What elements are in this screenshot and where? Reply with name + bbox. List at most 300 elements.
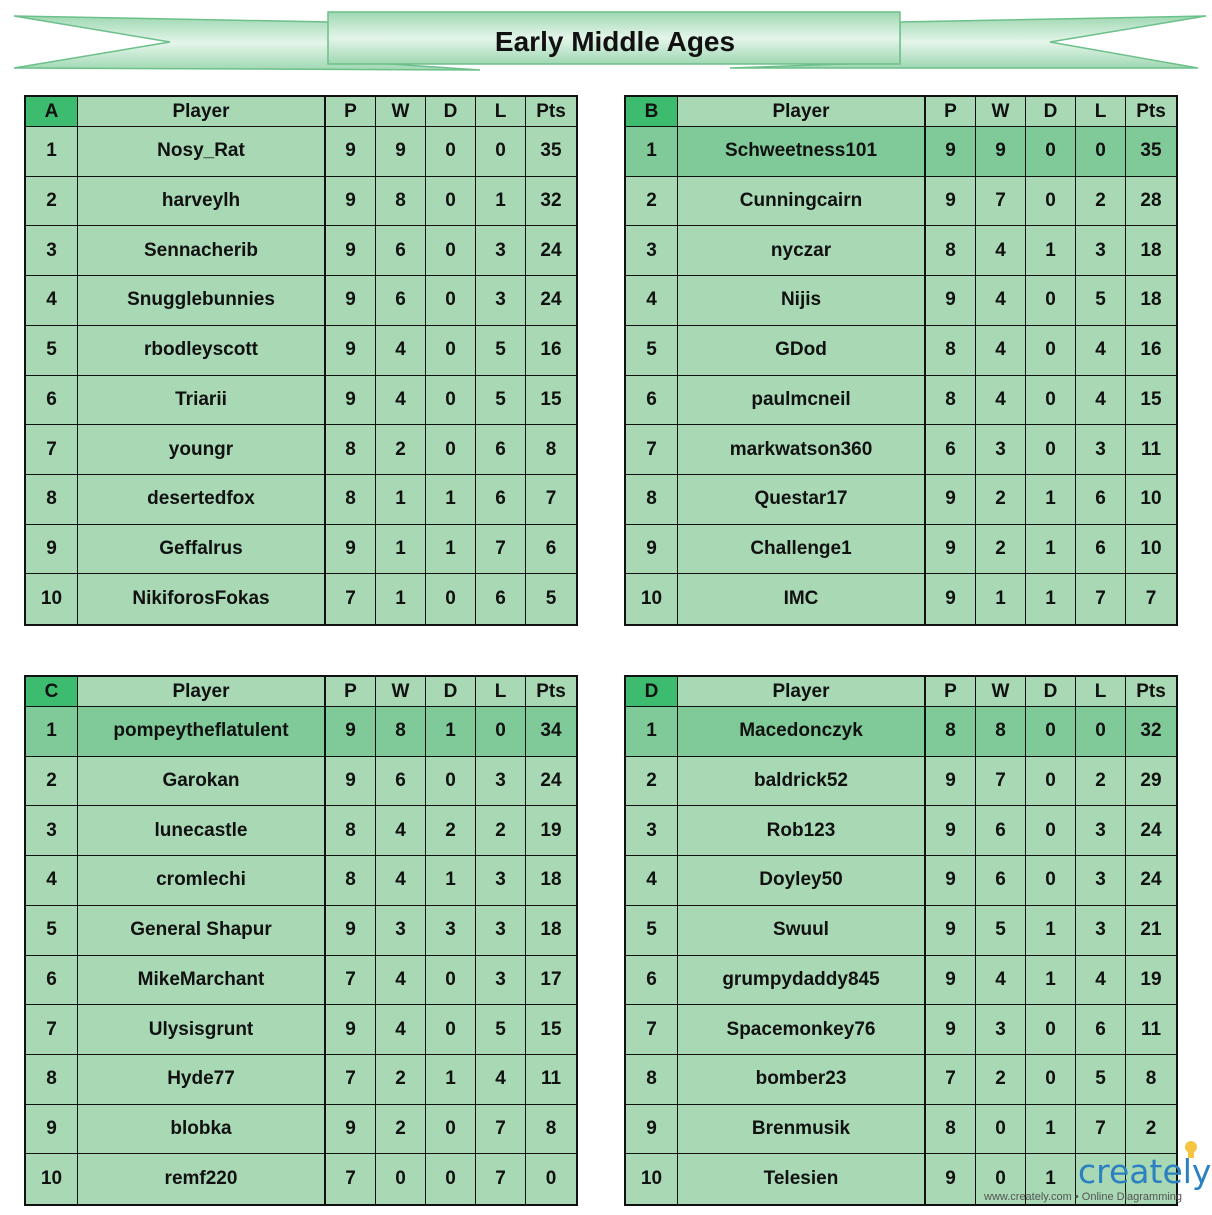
player-name-cell: Spacemonkey76 <box>678 1005 926 1055</box>
stat-pts-cell: 7 <box>1126 574 1176 624</box>
stat-l-cell: 3 <box>476 856 526 906</box>
stat-d-cell: 0 <box>426 226 476 276</box>
stat-l-cell: 3 <box>476 906 526 956</box>
stat-pts-cell: 28 <box>1126 177 1176 227</box>
stat-w-cell: 6 <box>376 276 426 326</box>
player-name-cell: Garokan <box>78 757 326 807</box>
header-player: Player <box>78 97 326 127</box>
stat-p-cell: 9 <box>926 574 976 624</box>
rank-cell: 6 <box>26 376 78 426</box>
player-name-cell: Questar17 <box>678 475 926 525</box>
player-name-cell: baldrick52 <box>678 757 926 807</box>
stat-l-cell: 6 <box>476 574 526 624</box>
stat-d-cell: 2 <box>426 806 476 856</box>
stat-pts-cell: 24 <box>526 226 576 276</box>
stat-w-cell: 4 <box>376 1005 426 1055</box>
stat-p-cell: 8 <box>926 376 976 426</box>
stat-pts-cell: 8 <box>1126 1055 1176 1105</box>
header-l: L <box>476 677 526 707</box>
player-name-cell: Macedonczyk <box>678 707 926 757</box>
rank-cell: 1 <box>26 127 78 177</box>
stat-p-cell: 8 <box>926 707 976 757</box>
stat-pts-cell: 17 <box>526 956 576 1006</box>
stat-p-cell: 8 <box>926 226 976 276</box>
stat-pts-cell: 16 <box>526 326 576 376</box>
stat-p-cell: 9 <box>926 475 976 525</box>
stat-p-cell: 9 <box>926 856 976 906</box>
stat-l-cell: 5 <box>476 376 526 426</box>
stat-d-cell: 1 <box>426 707 476 757</box>
stat-d-cell: 0 <box>426 1005 476 1055</box>
player-name-cell: Ulysisgrunt <box>78 1005 326 1055</box>
stat-d-cell: 0 <box>1026 1055 1076 1105</box>
rank-cell: 6 <box>626 956 678 1006</box>
rank-cell: 10 <box>626 574 678 624</box>
stat-l-cell: 5 <box>1076 1055 1126 1105</box>
header-l: L <box>1076 677 1126 707</box>
stat-w-cell: 4 <box>376 806 426 856</box>
stat-p-cell: 7 <box>326 574 376 624</box>
header-d: D <box>1026 97 1076 127</box>
rank-cell: 1 <box>626 127 678 177</box>
page-title: Early Middle Ages <box>494 26 736 57</box>
stat-p-cell: 9 <box>326 226 376 276</box>
stat-w-cell: 3 <box>976 1005 1026 1055</box>
stat-d-cell: 0 <box>426 956 476 1006</box>
header-pts: Pts <box>526 677 576 707</box>
rank-cell: 5 <box>626 906 678 956</box>
stat-d-cell: 0 <box>1026 1005 1076 1055</box>
stat-d-cell: 0 <box>1026 707 1076 757</box>
stat-l-cell: 5 <box>476 326 526 376</box>
header-w: W <box>376 677 426 707</box>
header-w: W <box>376 97 426 127</box>
stat-d-cell: 0 <box>426 177 476 227</box>
stat-pts-cell: 18 <box>1126 276 1176 326</box>
stat-p-cell: 8 <box>926 1105 976 1155</box>
stat-l-cell: 0 <box>476 707 526 757</box>
stat-d-cell: 1 <box>1026 226 1076 276</box>
rank-cell: 4 <box>26 856 78 906</box>
player-name-cell: Rob123 <box>678 806 926 856</box>
stat-w-cell: 8 <box>376 707 426 757</box>
stat-w-cell: 2 <box>376 1055 426 1105</box>
stat-l-cell: 5 <box>1076 276 1126 326</box>
stat-pts-cell: 32 <box>1126 707 1176 757</box>
stat-p-cell: 9 <box>326 127 376 177</box>
stat-w-cell: 9 <box>376 127 426 177</box>
stat-w-cell: 1 <box>976 574 1026 624</box>
stat-pts-cell: 10 <box>1126 475 1176 525</box>
stat-pts-cell: 29 <box>1126 757 1176 807</box>
stat-d-cell: 0 <box>1026 276 1076 326</box>
stat-d-cell: 1 <box>426 856 476 906</box>
stat-d-cell: 1 <box>1026 475 1076 525</box>
stat-pts-cell: 8 <box>526 1105 576 1155</box>
stat-l-cell: 2 <box>1076 757 1126 807</box>
stat-d-cell: 0 <box>426 425 476 475</box>
rank-cell: 2 <box>626 177 678 227</box>
stat-pts-cell: 10 <box>1126 525 1176 575</box>
stat-p-cell: 9 <box>926 757 976 807</box>
stat-d-cell: 1 <box>426 1055 476 1105</box>
group-table-b <box>624 95 1178 626</box>
rank-cell: 3 <box>26 226 78 276</box>
stat-l-cell: 2 <box>476 806 526 856</box>
stat-w-cell: 2 <box>376 1105 426 1155</box>
stat-l-cell: 2 <box>1076 177 1126 227</box>
player-name-cell: Sennacherib <box>78 226 326 276</box>
stat-l-cell: 3 <box>1076 226 1126 276</box>
stat-w-cell: 7 <box>976 177 1026 227</box>
player-name-cell: Telesien <box>678 1154 926 1204</box>
stat-w-cell: 8 <box>376 177 426 227</box>
player-name-cell: Nosy_Rat <box>78 127 326 177</box>
stat-d-cell: 1 <box>1026 525 1076 575</box>
stat-l-cell: 1 <box>476 177 526 227</box>
stat-p-cell: 9 <box>926 1154 976 1204</box>
rank-cell: 10 <box>26 574 78 624</box>
stat-d-cell: 1 <box>1026 1154 1076 1204</box>
player-name-cell: MikeMarchant <box>78 956 326 1006</box>
player-name-cell: Triarii <box>78 376 326 426</box>
stat-d-cell: 1 <box>1026 574 1076 624</box>
stat-p-cell: 9 <box>326 1105 376 1155</box>
stat-pts-cell: 5 <box>526 574 576 624</box>
stat-p-cell: 9 <box>326 707 376 757</box>
group-label: C <box>26 677 78 707</box>
stat-p-cell: 9 <box>326 376 376 426</box>
stat-w-cell: 8 <box>976 707 1026 757</box>
stat-l-cell: 3 <box>1076 806 1126 856</box>
stat-pts-cell: 19 <box>1126 956 1176 1006</box>
stat-p-cell: 7 <box>926 1055 976 1105</box>
header-player: Player <box>678 677 926 707</box>
stat-w-cell: 7 <box>976 757 1026 807</box>
stat-w-cell: 1 <box>376 475 426 525</box>
rank-cell: 3 <box>626 806 678 856</box>
stat-pts-cell: 11 <box>1126 1005 1176 1055</box>
stat-l-cell: 6 <box>1076 525 1126 575</box>
player-name-cell: harveylh <box>78 177 326 227</box>
player-name-cell: Geffalrus <box>78 525 326 575</box>
stat-l-cell: 4 <box>1076 326 1126 376</box>
rank-cell: 10 <box>626 1154 678 1204</box>
rank-cell: 6 <box>26 956 78 1006</box>
rank-cell: 7 <box>26 425 78 475</box>
player-name-cell: GDod <box>678 326 926 376</box>
stat-d-cell: 0 <box>426 326 476 376</box>
stat-pts-cell: 34 <box>526 707 576 757</box>
stat-pts-cell: 32 <box>526 177 576 227</box>
stat-p-cell: 9 <box>326 326 376 376</box>
stat-p-cell: 9 <box>326 1005 376 1055</box>
rank-cell: 9 <box>626 525 678 575</box>
header-d: D <box>1026 677 1076 707</box>
stat-pts-cell: 0 <box>526 1154 576 1204</box>
stat-p-cell: 7 <box>326 1055 376 1105</box>
stat-l-cell: 0 <box>1076 707 1126 757</box>
stat-p-cell: 9 <box>926 906 976 956</box>
stat-w-cell: 2 <box>976 525 1026 575</box>
stat-d-cell: 0 <box>426 276 476 326</box>
header-p: P <box>926 677 976 707</box>
stat-d-cell: 1 <box>426 525 476 575</box>
stat-p-cell: 8 <box>326 806 376 856</box>
player-name-cell: youngr <box>78 425 326 475</box>
header-p: P <box>326 97 376 127</box>
stat-d-cell: 0 <box>1026 425 1076 475</box>
stat-pts-cell: 16 <box>1126 326 1176 376</box>
rank-cell: 2 <box>26 757 78 807</box>
player-name-cell: Cunningcairn <box>678 177 926 227</box>
stat-d-cell: 0 <box>1026 376 1076 426</box>
stat-d-cell: 1 <box>1026 1105 1076 1155</box>
creately-tagline: www.creately.com • Online Diagramming <box>984 1191 1183 1203</box>
header-d: D <box>426 97 476 127</box>
stat-l-cell: 3 <box>476 956 526 1006</box>
stat-p-cell: 7 <box>326 956 376 1006</box>
stat-pts-cell: 8 <box>526 425 576 475</box>
stat-l-cell: 3 <box>476 757 526 807</box>
stat-pts-cell: 18 <box>526 856 576 906</box>
rank-cell: 7 <box>626 425 678 475</box>
stat-w-cell: 4 <box>376 956 426 1006</box>
rank-cell: 3 <box>626 226 678 276</box>
stat-l-cell: 4 <box>476 1055 526 1105</box>
player-name-cell: pompeytheflatulent <box>78 707 326 757</box>
player-name-cell: rbodleyscott <box>78 326 326 376</box>
rank-cell: 5 <box>26 906 78 956</box>
stat-l-cell: 6 <box>476 475 526 525</box>
stat-w-cell: 1 <box>376 574 426 624</box>
rank-cell: 8 <box>26 475 78 525</box>
rank-cell: 3 <box>26 806 78 856</box>
player-name-cell: remf220 <box>78 1154 326 1204</box>
stat-d-cell: 0 <box>426 127 476 177</box>
player-name-cell: grumpydaddy845 <box>678 956 926 1006</box>
stat-w-cell: 0 <box>376 1154 426 1204</box>
player-name-cell: nyczar <box>678 226 926 276</box>
stat-p-cell: 9 <box>926 1005 976 1055</box>
rank-cell: 7 <box>626 1005 678 1055</box>
stat-w-cell: 6 <box>376 226 426 276</box>
stat-pts-cell: 11 <box>526 1055 576 1105</box>
player-name-cell: Snugglebunnies <box>78 276 326 326</box>
stat-w-cell: 0 <box>976 1105 1026 1155</box>
header-p: P <box>326 677 376 707</box>
stat-w-cell: 9 <box>976 127 1026 177</box>
stat-l-cell: 5 <box>476 1005 526 1055</box>
stat-d-cell: 0 <box>1026 806 1076 856</box>
stat-w-cell: 6 <box>976 856 1026 906</box>
stat-p-cell: 9 <box>326 177 376 227</box>
stat-d-cell: 0 <box>1026 127 1076 177</box>
stat-pts-cell: 24 <box>526 757 576 807</box>
stat-l-cell: 3 <box>1076 856 1126 906</box>
header-w: W <box>976 97 1026 127</box>
stat-d-cell: 0 <box>1026 177 1076 227</box>
stat-l-cell: 7 <box>476 525 526 575</box>
rank-cell: 1 <box>626 707 678 757</box>
stat-w-cell: 0 <box>976 1154 1026 1204</box>
rank-cell: 7 <box>26 1005 78 1055</box>
rank-cell: 8 <box>626 1055 678 1105</box>
stat-p-cell: 9 <box>326 525 376 575</box>
player-name-cell: Challenge1 <box>678 525 926 575</box>
rank-cell: 5 <box>26 326 78 376</box>
stat-d-cell: 0 <box>426 574 476 624</box>
stat-l-cell: 7 <box>1076 574 1126 624</box>
creately-logo: creately <box>1078 1152 1212 1191</box>
stat-pts-cell: 19 <box>526 806 576 856</box>
rank-cell: 4 <box>26 276 78 326</box>
group-table-d <box>624 675 1178 1206</box>
rank-cell: 9 <box>26 1105 78 1155</box>
stat-p-cell: 8 <box>326 475 376 525</box>
stat-d-cell: 0 <box>1026 757 1076 807</box>
stat-p-cell: 9 <box>326 276 376 326</box>
rank-cell: 2 <box>26 177 78 227</box>
stat-w-cell: 3 <box>976 425 1026 475</box>
stat-w-cell: 2 <box>976 1055 1026 1105</box>
stat-pts-cell: 21 <box>1126 906 1176 956</box>
stat-p-cell: 9 <box>926 956 976 1006</box>
player-name-cell: blobka <box>78 1105 326 1155</box>
stat-p-cell: 8 <box>926 326 976 376</box>
stat-pts-cell: 2 <box>1126 1105 1176 1155</box>
stat-w-cell: 4 <box>976 226 1026 276</box>
rank-cell: 10 <box>26 1154 78 1204</box>
player-name-cell: desertedfox <box>78 475 326 525</box>
player-name-cell: paulmcneil <box>678 376 926 426</box>
stat-p-cell: 9 <box>926 127 976 177</box>
stat-l-cell: 0 <box>476 127 526 177</box>
stat-d-cell: 0 <box>426 376 476 426</box>
header-pts: Pts <box>526 97 576 127</box>
stat-pts-cell: 11 <box>1126 425 1176 475</box>
player-name-cell: Brenmusik <box>678 1105 926 1155</box>
stat-pts-cell: 24 <box>526 276 576 326</box>
player-name-cell: Schweetness101 <box>678 127 926 177</box>
stat-p-cell: 7 <box>326 1154 376 1204</box>
stat-l-cell: 0 <box>1076 127 1126 177</box>
stat-pts-cell: 35 <box>1126 127 1176 177</box>
stat-w-cell: 1 <box>376 525 426 575</box>
stat-l-cell: 3 <box>476 226 526 276</box>
stat-d-cell: 0 <box>1026 326 1076 376</box>
stat-l-cell: 4 <box>1076 956 1126 1006</box>
group-label: A <box>26 97 78 127</box>
stat-l-cell: 7 <box>1076 1105 1126 1155</box>
stat-w-cell: 4 <box>376 856 426 906</box>
stat-d-cell: 1 <box>1026 906 1076 956</box>
player-name-cell: IMC <box>678 574 926 624</box>
player-name-cell: bomber23 <box>678 1055 926 1105</box>
rank-cell: 8 <box>626 475 678 525</box>
header-p: P <box>926 97 976 127</box>
rank-cell: 5 <box>626 326 678 376</box>
stat-w-cell: 4 <box>976 376 1026 426</box>
stat-l-cell: 4 <box>1076 376 1126 426</box>
stat-l-cell: 3 <box>1076 906 1126 956</box>
header-pts: Pts <box>1126 677 1176 707</box>
player-name-cell: General Shapur <box>78 906 326 956</box>
header-l: L <box>476 97 526 127</box>
player-name-cell: lunecastle <box>78 806 326 856</box>
stat-pts-cell: 15 <box>1126 376 1176 426</box>
rank-cell: 2 <box>626 757 678 807</box>
stat-l-cell: 3 <box>476 276 526 326</box>
stat-d-cell: 1 <box>426 475 476 525</box>
stat-pts-cell: 35 <box>526 127 576 177</box>
rank-cell: 4 <box>626 856 678 906</box>
stat-w-cell: 4 <box>376 326 426 376</box>
stat-p-cell: 9 <box>926 177 976 227</box>
stat-d-cell: 1 <box>1026 956 1076 1006</box>
player-name-cell: Doyley50 <box>678 856 926 906</box>
header-player: Player <box>678 97 926 127</box>
stat-d-cell: 0 <box>426 1105 476 1155</box>
header-d: D <box>426 677 476 707</box>
stat-d-cell: 0 <box>426 1154 476 1204</box>
stat-w-cell: 6 <box>976 806 1026 856</box>
stat-l-cell: 7 <box>476 1154 526 1204</box>
stat-d-cell: 0 <box>426 757 476 807</box>
rank-cell: 1 <box>26 707 78 757</box>
stat-w-cell: 2 <box>976 475 1026 525</box>
stat-w-cell: 6 <box>376 757 426 807</box>
player-name-cell: markwatson360 <box>678 425 926 475</box>
player-name-cell: cromlechi <box>78 856 326 906</box>
stat-pts-cell: 24 <box>1126 806 1176 856</box>
stat-pts-cell: 18 <box>526 906 576 956</box>
stat-pts-cell: 18 <box>1126 226 1176 276</box>
stat-pts-cell: 7 <box>526 475 576 525</box>
rank-cell: 9 <box>26 525 78 575</box>
header-pts: Pts <box>1126 97 1176 127</box>
player-name-cell: Nijis <box>678 276 926 326</box>
header-player: Player <box>78 677 326 707</box>
stat-w-cell: 2 <box>376 425 426 475</box>
stat-pts-cell: 24 <box>1126 856 1176 906</box>
rank-cell: 8 <box>26 1055 78 1105</box>
stat-l-cell: 6 <box>1076 1005 1126 1055</box>
group-label: D <box>626 677 678 707</box>
stat-p-cell: 9 <box>926 525 976 575</box>
stat-l-cell: 7 <box>476 1105 526 1155</box>
stat-d-cell: 0 <box>1026 856 1076 906</box>
header-w: W <box>976 677 1026 707</box>
stat-w-cell: 4 <box>976 326 1026 376</box>
player-name-cell: NikiforosFokas <box>78 574 326 624</box>
stat-d-cell: 3 <box>426 906 476 956</box>
stat-l-cell: 6 <box>1076 475 1126 525</box>
rank-cell: 6 <box>626 376 678 426</box>
stat-l-cell: 3 <box>1076 425 1126 475</box>
rank-cell: 9 <box>626 1105 678 1155</box>
header-l: L <box>1076 97 1126 127</box>
player-name-cell: Swuul <box>678 906 926 956</box>
stat-p-cell: 9 <box>326 757 376 807</box>
stat-p-cell: 9 <box>926 806 976 856</box>
stat-w-cell: 4 <box>376 376 426 426</box>
group-table-a <box>24 95 578 626</box>
stat-l-cell: 6 <box>476 425 526 475</box>
group-label: B <box>626 97 678 127</box>
player-name-cell: Hyde77 <box>78 1055 326 1105</box>
stat-w-cell: 4 <box>976 276 1026 326</box>
